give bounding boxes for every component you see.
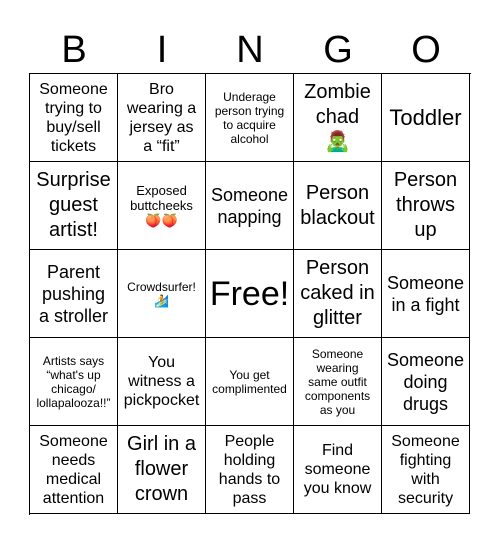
bingo-cell[interactable] — [206, 162, 294, 250]
bingo-cell[interactable] — [382, 162, 470, 250]
bingo-cell[interactable] — [118, 74, 206, 162]
bingo-cell-text: Someone wearing same outfit components as you — [304, 346, 371, 417]
header-letter-b: B — [61, 29, 87, 71]
bingo-cell[interactable] — [118, 162, 206, 250]
bingo-cell-text: You witness a pickpocket — [123, 354, 200, 409]
bingo-cell[interactable] — [30, 162, 118, 250]
bingo-cell-text: Someone doing drugs — [386, 349, 465, 414]
bingo-cell-text: Underage person trying to acquire alcohol — [214, 89, 285, 146]
bingo-cell[interactable] — [30, 250, 118, 338]
bingo-header — [30, 28, 470, 72]
bingo-cell-text: Find someone you know — [303, 442, 372, 497]
bingo-cell-text: You get complimented — [212, 367, 287, 396]
bingo-cell[interactable] — [30, 338, 118, 426]
bingo-cell[interactable] — [30, 74, 118, 162]
bingo-cell-text: Person throws up — [393, 169, 458, 241]
bingo-cell[interactable] — [382, 338, 470, 426]
bingo-cell[interactable] — [206, 338, 294, 426]
bingo-cell-text: Artists says “what's up chicago/ lollapalooza!!” — [36, 353, 111, 410]
bingo-cell[interactable] — [118, 338, 206, 426]
bingo-cell[interactable] — [294, 74, 382, 162]
bingo-cell[interactable] — [30, 426, 118, 514]
bingo-cell[interactable] — [382, 426, 470, 514]
header-letter-o: O — [411, 29, 441, 71]
bingo-cell-text: Someone napping — [210, 184, 289, 227]
bingo-cell[interactable] — [294, 250, 382, 338]
bingo-cell-text: Free! — [209, 274, 290, 313]
bingo-cell-text: Someone fighting with security — [391, 432, 460, 507]
bingo-cell-text: Exposed buttcheeks 🍑🍑 — [130, 183, 193, 228]
header-letter-i: I — [156, 29, 168, 71]
bingo-cell-text: Someone needs medical attention — [39, 432, 108, 507]
bingo-cell-text: Parent pushing a stroller — [38, 261, 109, 326]
bingo-cell-text: Toddler — [389, 104, 462, 130]
bingo-grid — [29, 73, 471, 515]
bingo-cell-text: Crowdsurfer! 🏄 — [127, 279, 196, 308]
bingo-cell-text: Girl in a flower crown — [127, 433, 196, 505]
header-letter-n: N — [236, 29, 264, 71]
free-space-cell[interactable] — [206, 250, 294, 338]
bingo-cell[interactable] — [118, 250, 206, 338]
bingo-cell[interactable] — [382, 250, 470, 338]
bingo-cell-text: Person caked in glitter — [300, 257, 375, 329]
bingo-cell-text: Person blackout — [300, 181, 375, 229]
bingo-cell-text: Someone trying to buy/sell tickets — [39, 80, 108, 155]
bingo-cell[interactable] — [118, 426, 206, 514]
bingo-cell[interactable] — [294, 426, 382, 514]
bingo-cell-text: People holding hands to pass — [218, 432, 281, 507]
bingo-cell[interactable] — [382, 74, 470, 162]
bingo-cell-text: Bro wearing a jersey as a “fit” — [126, 80, 197, 155]
bingo-cell-text: Someone in a fight — [386, 272, 465, 315]
header-letter-g: G — [323, 29, 353, 71]
bingo-cell[interactable] — [294, 162, 382, 250]
bingo-cell-text: Surprise guest artist! — [36, 169, 111, 241]
bingo-cell[interactable] — [206, 74, 294, 162]
bingo-cell[interactable] — [294, 338, 382, 426]
bingo-cell-text: Zombie chad 🧟‍♂️ — [304, 81, 371, 153]
bingo-cell[interactable] — [206, 426, 294, 514]
